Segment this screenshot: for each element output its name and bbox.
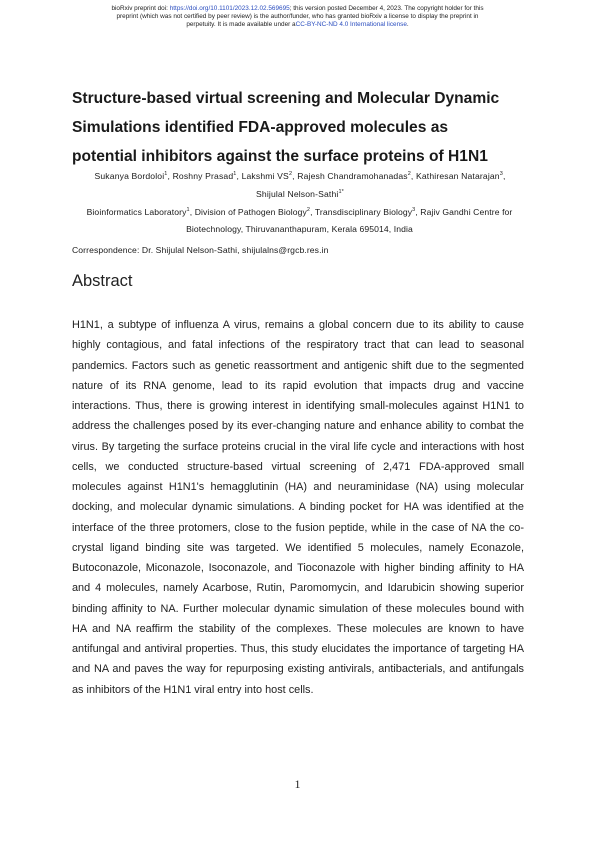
preprint-header: [40, 5, 555, 29]
preprint-header-line3: [40, 21, 555, 29]
correspondence: Correspondence: Dr. Shijulal Nelson-Sathi, shijulalns@rgcb.res.in: [72, 245, 329, 255]
affiliations: [72, 204, 527, 238]
abstract-heading: Abstract: [72, 272, 133, 290]
doi-link[interactable]: https://doi.org/10.1101/2023.12.02.569695: [169, 5, 290, 12]
author-list: [80, 167, 520, 203]
preprint-header-line2: preprint (which was not certified by peer review) is the author/funder, who has granted bioRxiv a license to display the preprint in: [116, 13, 479, 20]
author: Kathiresan Natarajan$^3$,: [416, 171, 506, 181]
affiliation: Division of Pathogen Biology$^2$,: [194, 207, 315, 217]
author: Lakshmi $VS^2$,: [241, 171, 298, 181]
license-link[interactable]: CC-BY-NC-ND 4.0 International license: [295, 21, 407, 28]
header-line3-prefix: perpetuity. It is made available under a: [186, 21, 296, 28]
author: Rajesh Chandramohanadas$^2$,: [297, 171, 416, 181]
affiliation: Bioinformatics Laboratory$^1$,: [86, 207, 195, 217]
institute: Rajiv Gandhi Centre for Biotechnology, Thiruvananthapuram, Kerala 695014, India: [186, 207, 513, 234]
title-line-2: Simulations identified FDA-approved molecules as: [72, 119, 449, 136]
title-line-3: potential inhibitors against the surface proteins of H1N1: [72, 148, 488, 165]
header-line1-suffix: ; this version posted December 4, 2023. The copyright holder for this: [289, 5, 484, 12]
author: Sukanya Bordoloi$^1$,: [94, 171, 173, 181]
page-number: 1: [294, 777, 301, 791]
header-line3-suffix: .: [406, 21, 409, 28]
title-line-1: Structure-based virtual screening and Molecular Dynamic: [72, 90, 500, 107]
author: Roshny Prasad$^1$,: [172, 171, 242, 181]
preprint-header-line1: [40, 5, 555, 13]
affiliation: Transdisciplinary Biology$^3$,: [314, 207, 421, 217]
abstract-text: H1N1, a subtype of influenza A virus, remains a global concern due to its ability to cause highly contagious, and fatal infections of the respiratory tract that can lead to seasonal pandemics. Factors such as genetic reassortment and antigenic shift due to the segmented nature of its RNA genome, lead to its rapid evolution that impacts drug and vaccine interactions. Thus, there is growing interest in identifying small-molecules against H1N1 to address the challenges posed by its ever-changing nature and enhance ability to combat the virus. By targeting the surface proteins crucial in the viral life cycle and interactions with host cells, we conducted structure-based virtual screening of 2,471 FDA-approved small molecules against H1N1's hemagglutinin (HA) and neuraminidase (NA) using molecular docking, and molecular dynamic simulations. A binding pocket for HA was identified at the interface of the three protomers, close to the fusion peptide, while in the case of NA the co-crystal ligand binding site was targeted. We identified 5 molecules, namely Econazole, Butoconazole, Miconazole, Isoconazole, and Tioconazole with higher binding affinity to HA and 4 molecules, namely Acarbose, Rutin, Paromomycin, and Idarubicin showing superior binding affinity to NA. Further molecular dynamic simulation of these molecules bound with HA and NA reaffirm the stability of the complexes. These molecules are known to have antifungal and antiviral properties. Thus, this study elucidates the importance of targeting HA and NA and paves the way for repurposing existing antivirals, antibacterials, and antifungals as inhibitors of the H1N1 viral entry into host cells.: [72, 319, 524, 696]
author: Shijulal Nelson-Sathi$^{1*}$: [256, 189, 344, 199]
header-prefix: bioRxiv preprint doi:: [111, 5, 170, 12]
paper-title: [72, 84, 527, 171]
